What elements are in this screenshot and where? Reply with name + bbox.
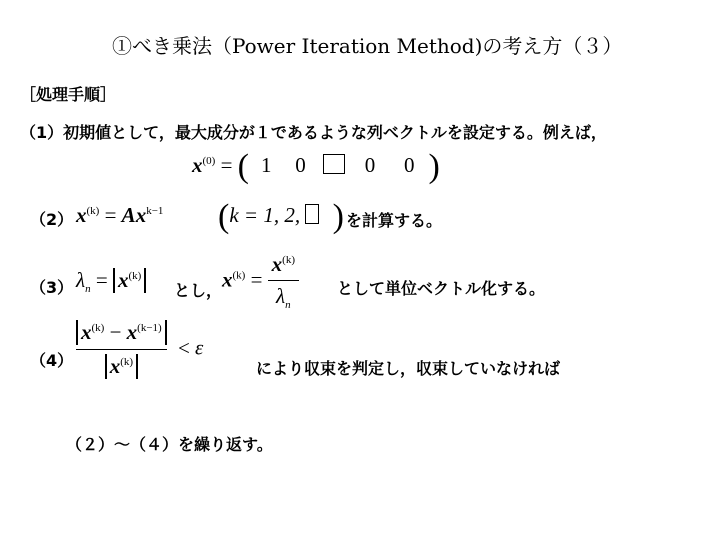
equals-sign: = [250, 267, 263, 292]
paren-right: ) [332, 198, 344, 235]
x-superscript: (k) [128, 270, 142, 282]
step-1-label: （1） [20, 123, 64, 142]
x-symbol: x [76, 203, 87, 227]
vector-entry: 1 [261, 153, 272, 177]
x-symbol: x [192, 153, 203, 177]
page-title: ①べき乗法（Power Iteration Method)の考え方（３） [112, 34, 623, 58]
step-4-text: により収束を判定し，収束していなければ [256, 359, 561, 378]
x-symbol: x [117, 268, 129, 292]
fraction-numerator [268, 252, 299, 281]
epsilon-symbol: ε [195, 335, 204, 360]
less-than-sign: < [177, 335, 190, 360]
x-superscript: k−1 [146, 205, 164, 217]
ellipsis-placeholder-box [323, 154, 345, 174]
lambda-subscript: n [85, 283, 91, 296]
x-symbol: x [81, 320, 92, 344]
section-heading: ［処理手順］ [20, 85, 117, 104]
equals-sign: = [95, 268, 108, 292]
norm-bars [76, 320, 167, 345]
vector-entry: 0 [404, 153, 415, 177]
x-superscript: (k) [120, 356, 134, 369]
matrix-a-symbol: A [121, 203, 136, 227]
x-symbol: x [126, 320, 138, 344]
equation-iteration [76, 203, 163, 228]
x-superscript: (k) [232, 269, 246, 282]
x-symbol: x [109, 354, 121, 379]
step-3-mid-text: とし， [174, 281, 223, 300]
step-4-label: （4） [30, 351, 74, 370]
paren-left: ( [237, 148, 249, 185]
x-superscript: (0) [202, 155, 216, 167]
equals-sign: = [220, 153, 233, 177]
x-superscript: (k−1) [137, 322, 162, 334]
norm-bars [105, 354, 138, 379]
lambda-symbol: λ [276, 284, 286, 308]
lambda-subscript: n [285, 299, 291, 312]
step-2-text: を計算する。 [346, 211, 443, 230]
equation-convergence [76, 320, 203, 379]
fraction-denominator [276, 281, 291, 311]
vector-entry: 0 [364, 153, 376, 177]
x-superscript: (k) [91, 322, 105, 334]
norm-bars [113, 268, 146, 293]
fraction-denominator [105, 350, 138, 379]
equation-eigenvalue [76, 268, 146, 295]
x-symbol: x [222, 267, 233, 292]
x-symbol: x [135, 203, 147, 227]
fraction [268, 252, 299, 311]
paren-left: ( [218, 198, 230, 235]
step-3-end-text: として単位ベクトル化する。 [337, 279, 546, 298]
repeat-instruction: （２）～（４）を繰り返す。 [66, 435, 273, 454]
equation-normalize [222, 252, 299, 311]
equation-initial-vector [192, 150, 440, 184]
step-3-label: （3） [30, 278, 74, 297]
step-1 [20, 120, 607, 143]
fraction-numerator [76, 320, 167, 350]
step-1-text: 初期値として，最大成分が１であるような列ベクトルを設定する。例えば， [63, 123, 607, 142]
step-2-label: （2） [30, 210, 74, 229]
equals-sign: = [104, 203, 117, 227]
lambda-symbol: λ [76, 268, 86, 292]
minus-sign: − [109, 320, 122, 344]
ellipsis-placeholder-box [305, 204, 319, 224]
x-superscript: (k) [86, 205, 100, 217]
fraction [76, 320, 167, 379]
iteration-range [218, 200, 344, 234]
x-symbol: x [271, 252, 283, 276]
range-text: k = 1, 2, [229, 203, 301, 227]
vector-entry: 0 [295, 153, 306, 177]
x-superscript: (k) [282, 254, 295, 266]
paren-right: ) [428, 148, 440, 185]
